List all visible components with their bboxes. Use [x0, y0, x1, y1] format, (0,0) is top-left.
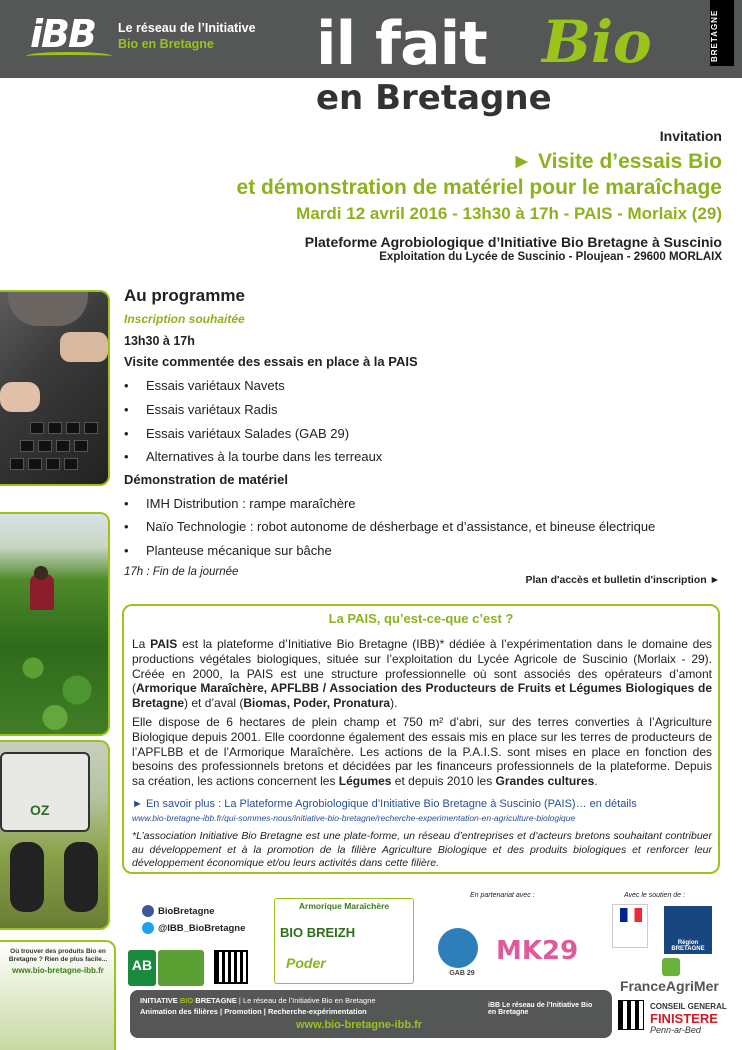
association-note: *L’association Initiative Bio Bretagne est une plate-forme, un réseau d’entreprises et d’acteurs bretons souhaitant contribuer au développement et à la promotion de la filière Agriculture Biologique et des produits biologiques et renforcer leur développement économique et/ou leurs activités dans cette filière.: [132, 830, 712, 869]
finistere-crest-icon: [618, 1000, 644, 1030]
french-flag-icon: [620, 908, 642, 922]
plan-link[interactable]: Plan d'accès et bulletin d'inscription ►: [525, 574, 720, 586]
logo-tagline-1: Le réseau de l’Initiative: [118, 21, 256, 35]
list-item: • IMH Distribution : rampe maraîchère: [124, 496, 356, 511]
list-item: • Alternatives à la tourbe dans les terreaux: [124, 449, 383, 464]
bullet: •: [124, 402, 129, 417]
list-item: • Planteuse mécanique sur bâche: [124, 543, 332, 558]
page-subtitle: en Bretagne: [316, 78, 552, 118]
section-demo-title: Démonstration de matériel: [124, 472, 288, 487]
list-item: • Essais variétaux Salades (GAB 29): [124, 426, 350, 441]
biobreizh-logo: BIO BREIZH: [280, 925, 356, 940]
photo-seed-trays: [0, 290, 110, 486]
registration-note: Inscription souhaitée: [124, 312, 245, 326]
finistere-label: FINISTERE: [650, 1011, 718, 1026]
ibb-logo: iBB: [30, 12, 110, 64]
bullet: •: [124, 543, 129, 558]
footer-url[interactable]: www.bio-bretagne-ibb.fr: [296, 1019, 423, 1031]
facebook-icon[interactable]: [142, 905, 154, 917]
franceagrimer-mark: [662, 958, 680, 976]
learn-more-url[interactable]: www.bio-bretagne-ibb.fr/qui-sommes-nous/initiative-bio-bretagne/recherche-experimentation-en-agriculture-biologique: [132, 813, 576, 823]
eu-organic-logo: [158, 950, 204, 986]
bullet: •: [124, 378, 129, 393]
facebook-handle[interactable]: BioBretagne: [158, 906, 215, 917]
poder-logo: Poder: [286, 955, 326, 971]
support-label: Avec le soutien de :: [624, 892, 685, 899]
twitter-handle[interactable]: @IBB_BioBretagne: [158, 923, 246, 934]
mk29-logo: MK29: [496, 936, 579, 966]
bullet: •: [124, 426, 129, 441]
photo-robot: OZ: [0, 740, 110, 930]
list-item: • Essais variétaux Navets: [124, 378, 285, 393]
event-title-1: ► Visite d’essais Bio: [511, 150, 722, 173]
title-accent: Bio: [542, 8, 652, 76]
invitation-label: Invitation: [659, 128, 722, 144]
page-title: il fait: [316, 9, 487, 79]
products-url[interactable]: www.bio-bretagne-ibb.fr: [12, 966, 104, 975]
footer-org-line: INITIATIVE BIO BRETAGNE | Le réseau de l’Initiative Bio en Bretagne: [140, 996, 376, 1005]
programme-title: Au programme: [124, 286, 245, 305]
partner-label: En partenariat avec :: [470, 892, 535, 899]
twitter-icon[interactable]: [142, 922, 154, 934]
bullet: •: [124, 519, 129, 534]
gab29-logo: [438, 928, 478, 968]
bretagne-logo-text: BRETAGNE: [710, 9, 719, 63]
gab29-label: GAB 29: [449, 970, 475, 977]
conseil-general-label: CONSEIL GENERAL: [650, 1002, 727, 1011]
pais-title: La PAIS, qu’est-ce-que c’est ?: [328, 611, 514, 626]
pais-paragraph-1: La PAIS est la plateforme d’Initiative Bio Bretagne (IBB)* dédiée à l’expérimentation dans le domaine des productions végétales biologiques, située sur l’exploitation du Lycée Agricole de Suscinio (Morlaix - 29). Créée en 2000, la PAIS est une structure professionnelle où sont associés des opérateurs d’amont (Armorique Maraîchère, APFLBB / Association des Producteurs de Fruits et Légumes Biologiques de Bretagne) et d’aval (Biomas, Poder, Pronatura).: [132, 637, 713, 711]
penn-ar-bed-label: Penn-ar-Bed: [650, 1025, 701, 1035]
section-visit-title: Visite commentée des essais en place à la PAIS: [124, 354, 418, 369]
bullet: •: [124, 496, 129, 511]
event-place: Plateforme Agrobiologique d’Initiative Bio Bretagne à Suscinio: [304, 234, 722, 250]
event-title-2: et démonstration de matériel pour le maraîchage: [236, 176, 722, 199]
learn-more-link[interactable]: ► En savoir plus : La Plateforme Agrobiologique d’Initiative Bio Bretagne à Suscinio (PAIS)… en détails: [132, 798, 637, 810]
qr-code[interactable]: [214, 950, 248, 984]
franceagrimer-logo: FranceAgriMer: [620, 978, 719, 994]
footer-activities: Animation des filières | Promotion | Recherche-expérimentation: [140, 1007, 367, 1016]
photo-greenhouse: [0, 512, 110, 736]
list-item: • Naïo Technologie : robot autonome de désherbage et d’assistance, et bineuse électrique: [124, 519, 656, 534]
programme-time: 13h30 à 17h: [124, 334, 195, 348]
footer-ibb-logo: iBB Le réseau de l’Initiative Bio en Bretagne: [488, 1002, 593, 1016]
event-date: Mardi 12 avril 2016 - 13h30 à 17h - PAIS - Morlaix (29): [296, 204, 722, 223]
logo-tagline-2: Bio en Bretagne: [118, 37, 214, 51]
event-address: Exploitation du Lycée de Suscinio - Ploujean - 29600 MORLAIX: [379, 251, 722, 263]
bullet: •: [124, 449, 129, 464]
pais-paragraph-2: Elle dispose de 6 hectares de plein champ et 750 m² d’abri, sur des terres converties à l’Agriculture Biologique depuis 2001. Elle coordonne également des essais mis en place sur les terres de producteurs de l’APFLBB et de l’Armorique Maraîchère. Les actions de la P.A.I.S. sont mises en place en fonction des besoins des professionnels bretons et décidées par les financeurs professionnels de la plateforme. Depuis sa création, les actions concernent les Légumes et depuis 2010 les Grandes cultures.: [132, 715, 712, 789]
products-question: Où trouver des produits Bio en Bretagne ? Rien de plus facile...: [8, 948, 108, 963]
ab-logo: AB: [128, 950, 156, 986]
list-item: • Essais variétaux Radis: [124, 402, 278, 417]
armorique-maraichere-logo: Armorique Maraîchère: [298, 901, 390, 911]
programme-end: 17h : Fin de la journée: [124, 566, 239, 578]
region-bretagne-label: Région BRETAGNE: [671, 940, 705, 952]
